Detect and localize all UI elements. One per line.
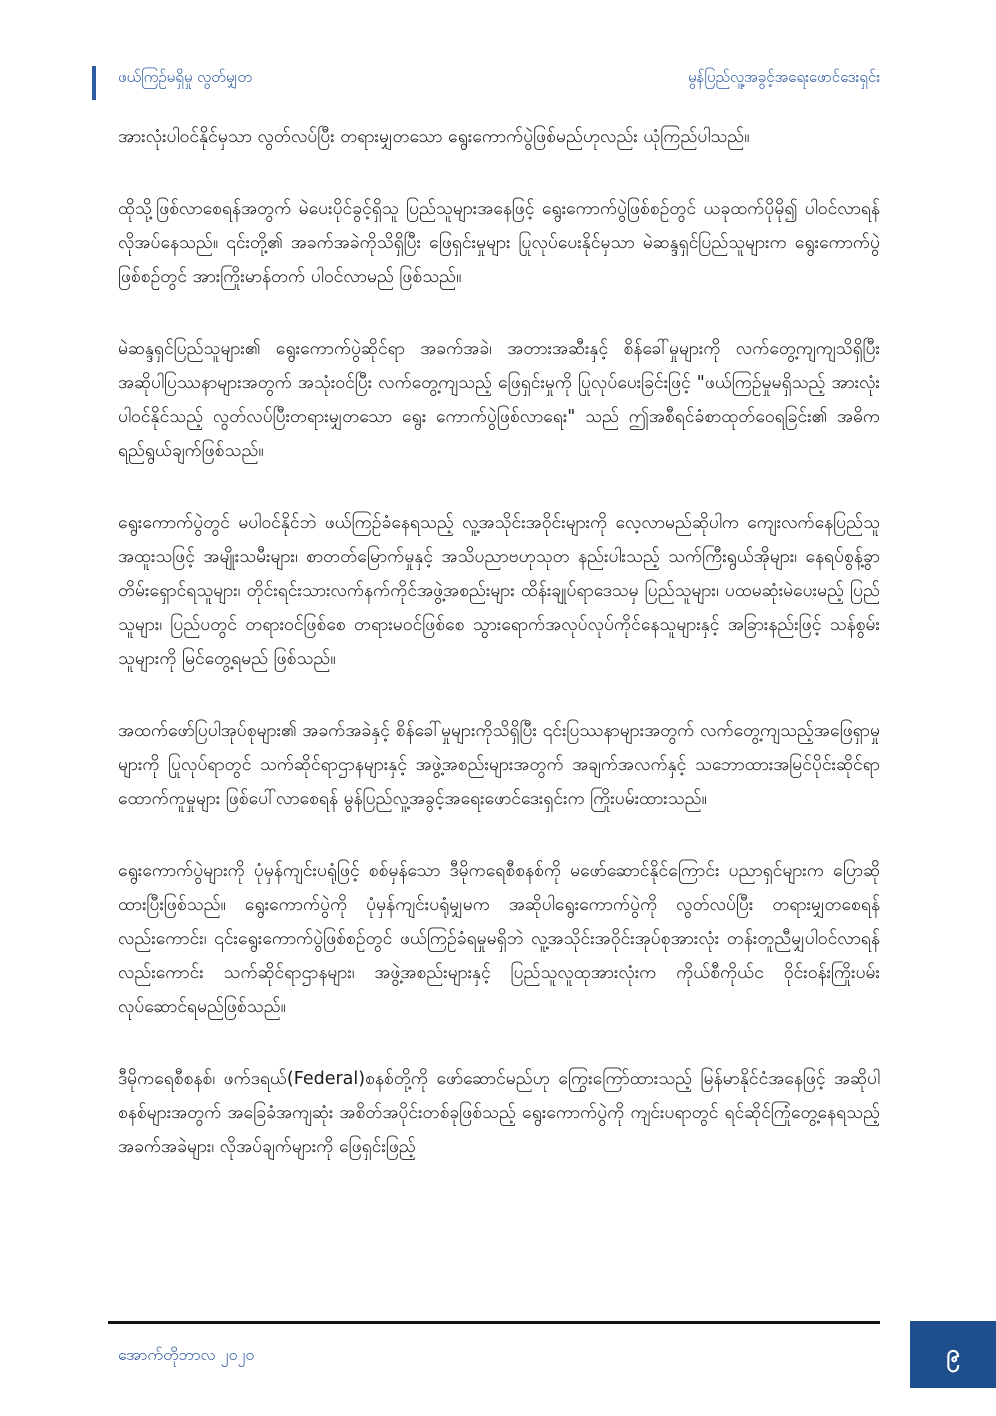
body-text <box>118 120 880 1202</box>
page-number: ၉ <box>946 1338 960 1367</box>
header-accent-bar <box>92 66 96 100</box>
running-header-right: မွန်ပြည်လူ့အခွင့်အရေးဖောင်ဒေးရှင်း <box>688 68 880 86</box>
paragraph-1: အားလုံးပါဝင်နိုင်မှသာ လွတ်လပ်ပြီး တရားမျှတသော ရွေးကောက်ပွဲဖြစ်မည်ဟုလည်း ယုံကြည်ပါသည်။ <box>118 127 750 147</box>
page-number-box <box>910 1321 996 1388</box>
running-header-left: ဖယ်ကြဉ်မရှိမှု လွတ်မျှတ <box>118 68 252 86</box>
footer-divider <box>108 1321 880 1324</box>
paragraph-7: ဒီမိုကရေစီစနစ်၊ ဖက်ဒရယ်(Federal)စနစ်တို့ကို ဖော်ဆောင်မည်ဟု ကြွေးကြော်ထားသည့် မြန်မာနိုင်ငံအနေဖြင့် အဆိုပါစနစ်များအတွက် အခြေခံအကျဆုံး အစိတ်အပိုင်းတစ်ခုဖြစ်သည့် ရွေးကောက်ပွဲကို ကျင်းပရာတွင် ရင်ဆိုင်ကြုံတွေ့နေရသည့် အခက်အခဲများ၊ လိုအပ်ချက်များကို ဖြေရှင်းဖြည့် <box>118 1069 880 1157</box>
paragraph-3: မဲဆန္ဒရှင်ပြည်သူများ၏ ရွေးကောက်ပွဲဆိုင်ရာ အခက်အခဲ၊ အတားအဆီးနှင့် စိန်ခေါ်မှုများကို လက်တွေ့ကျကျသိရှိပြီး အဆိုပါပြဿနာများအတွက် အသုံးဝင်ပြီး လက်တွေ့ကျသည့် ဖြေရှင်းမှုကို ပြုလုပ်ပေးခြင်းဖြင့် "ဖယ်ကြဉ်မှုမရှိသည့် အားလုံးပါဝင်နိုင်သည့် လွတ်လပ်ပြီးတရားမျှတသော ရွေး ကောက်ပွဲဖြစ်လာရေး" သည် ဤအစီရင်ခံစာထုတ်ဝေရခြင်း၏ အဓိကရည်ရွယ်ချက်ဖြစ်သည်။ <box>118 339 880 461</box>
paragraph-6: ရွေးကောက်ပွဲများကို ပုံမှန်ကျင်းပရုံဖြင့် စစ်မှန်သော ဒီမိုကရေစီစနစ်ကို မဖော်ဆောင်နိုင်ကြောင်း ပညာရှင်များက ပြောဆိုထားပြီးဖြစ်သည်။ ရွေးကောက်ပွဲကို ပုံမှန်ကျင်းပရုံမျှမက အဆိုပါရွေးကောက်ပွဲကို လွတ်လပ်ပြီး တရားမျှတစေရန်လည်းကောင်း၊ ၎င်းရွေးကောက်ပွဲဖြစ်စဉ်တွင် ဖယ်ကြဉ်ခံရမှုမရှိဘဲ လူ့အသိုင်းအဝိုင်းအုပ်စုအားလုံး တန်းတူညီမျှပါဝင်လာရန်လည်းကောင်း သက်ဆိုင်ရာဌာနများ၊ အဖွဲ့အစည်းများနှင့် ပြည်သူလူထုအားလုံးက ကိုယ်စီကိုယ်င ဝိုင်းဝန်းကြိုးပမ်း လုပ်ဆောင်ရမည်ဖြစ်သည်။ <box>118 861 880 1017</box>
footer-date: အောက်တိုဘာလ ၂၀၂၀ <box>118 1345 255 1364</box>
paragraph-4: ရွေးကောက်ပွဲတွင် မပါဝင်နိုင်ဘဲ ဖယ်ကြဉ်ခံနေရသည့် လူ့အသိုင်းအဝိုင်းများကို လေ့လာမည်ဆိုပါက ကျေးလက်နေပြည်သူ အထူးသဖြင့် အမျိုးသမီးများ၊ စာတတ်မြောက်မှုနှင့် အသိပညာဗဟုသုတ နည်းပါးသည့် သက်ကြီးရွယ်အိုများ၊ နေရပ်စွန့်ခွာတိမ်းရှောင်ရသူများ၊ တိုင်းရင်းသားလက်နက်ကိုင်အဖွဲ့အစည်းများ ထိန်းချုပ်ရာဒေသမှ ပြည်သူများ၊ ပထမဆုံးမဲပေးမည့် ပြည်သူများ၊ ပြည်ပတွင် တရားဝင်ဖြစ်စေ တရားမဝင်ဖြစ်စေ သွားရောက်အလုပ်လုပ်ကိုင်နေသူများနှင့် အခြားနည်းဖြင့် သန်စွမ်းသူများကို မြင်တွေ့ရမည် ဖြစ်သည်။ <box>118 513 880 669</box>
paragraph-5: အထက်ဖော်ပြပါအုပ်စုများ၏ အခက်အခဲနှင့် စိန်ခေါ်မှုများကိုသိရှိပြီး ၎င်းပြဿနာများအတွက် လက်တွေ့ကျသည့်အဖြေရှာမှုများကို ပြုလုပ်ရာတွင် သက်ဆိုင်ရာဌာနများနှင့် အဖွဲ့အစည်းများအတွက် အချက်အလက်နှင့် သဘောထားအမြင်ပိုင်းဆိုင်ရာ ထောက်ကူမှုများ ဖြစ်ပေါ်လာစေရန် မွန်ပြည်လူ့အခွင့်အရေးဖောင်ဒေးရှင်းက ကြိုးပမ်းထားသည်။ <box>118 721 880 809</box>
paragraph-2: ထိုသို့ဖြစ်လာစေရန်အတွက် မဲပေးပိုင်ခွင့်ရှိသူ ပြည်သူများအနေဖြင့် ရွေးကောက်ပွဲဖြစ်စဉ်တွင် ယခုထက်ပိုမို၍ ပါဝင်လာရန် လိုအပ်နေသည်။ ၎င်းတို့၏ အခက်အခဲကိုသိရှိပြီး ဖြေရှင်းမှုများ ပြုလုပ်ပေးနိုင်မှသာ မဲဆန္ဒရှင်ပြည်သူများက ရွေးကောက်ပွဲဖြစ်စဉ်တွင် အားကြိုးမာန်တက် ပါဝင်လာမည် ဖြစ်သည်။ <box>118 199 880 287</box>
